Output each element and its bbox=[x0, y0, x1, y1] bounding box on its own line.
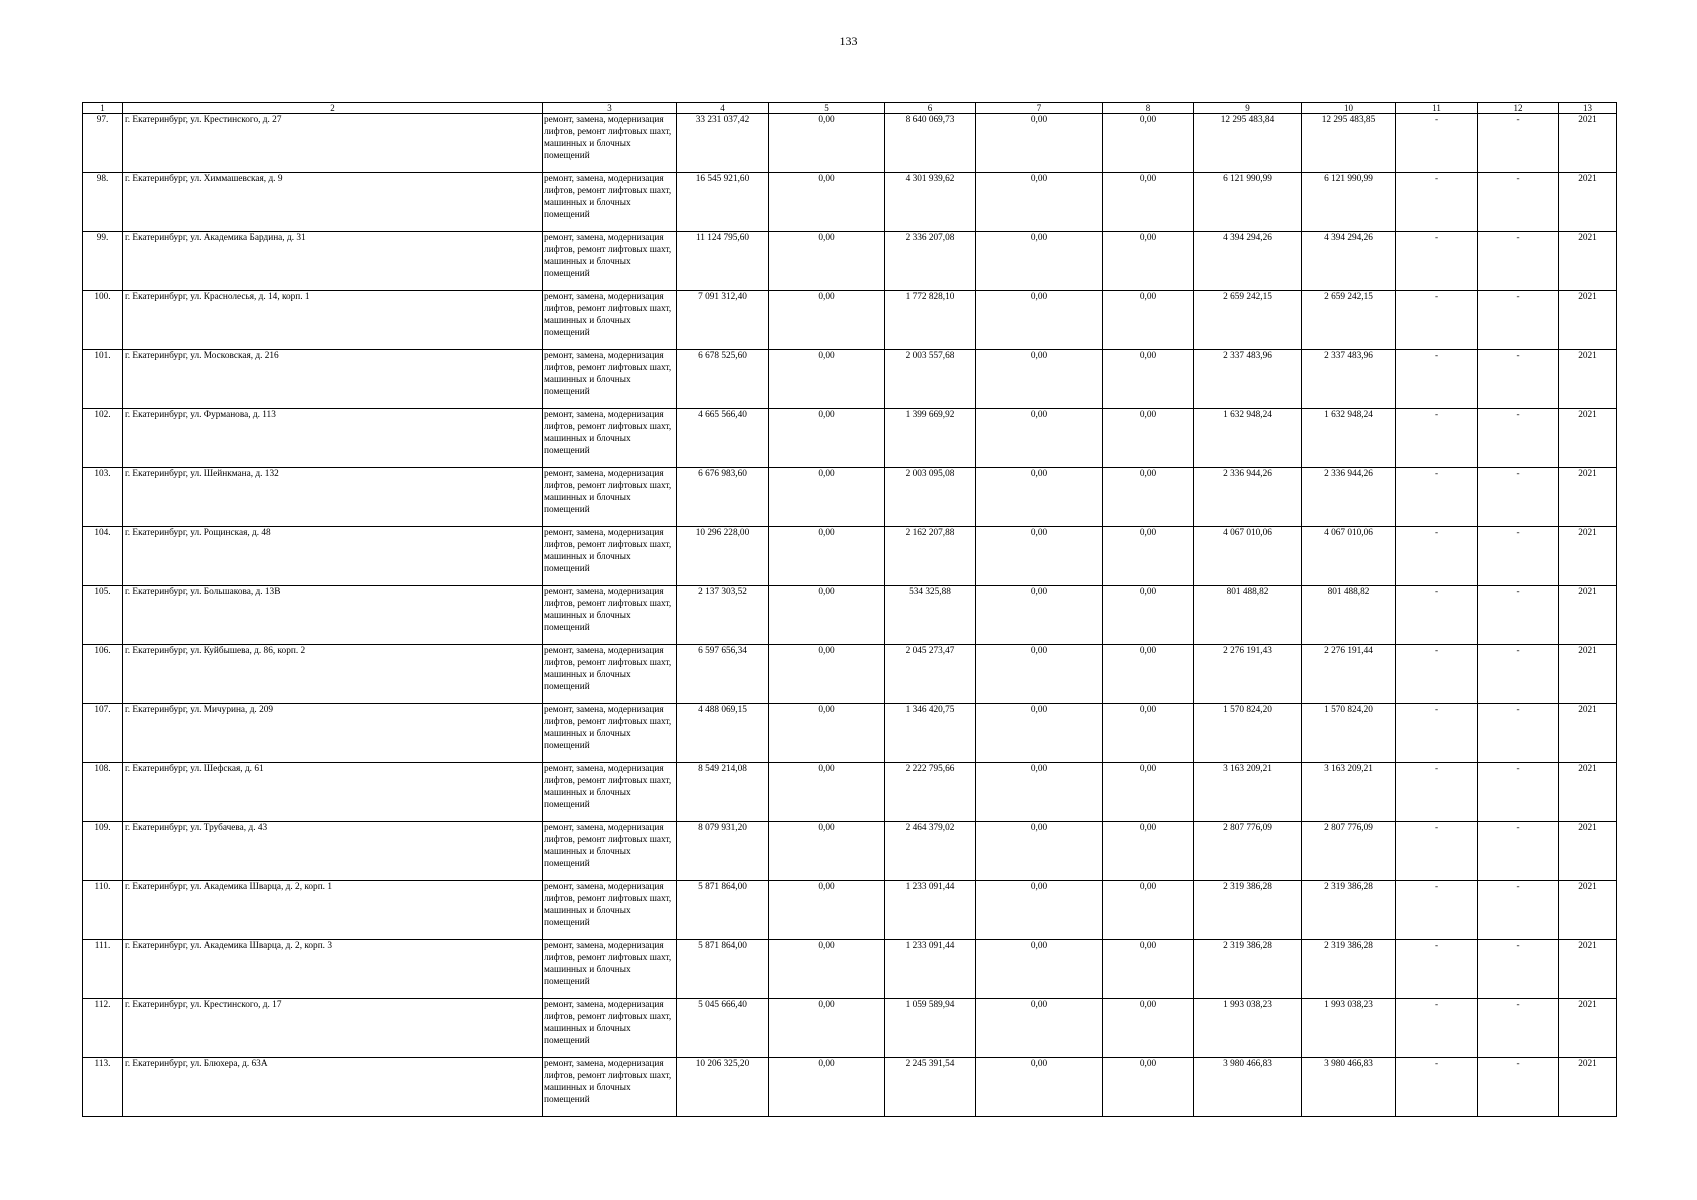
col7-value-cell: 0,00 bbox=[976, 527, 1103, 586]
col7-value-cell: 0,00 bbox=[976, 291, 1103, 350]
col6-value-cell: 2 162 207,88 bbox=[885, 527, 976, 586]
address-cell: г. Екатеринбург, ул. Мичурина, д. 209 bbox=[123, 704, 543, 763]
work-type-cell: ремонт, замена, модернизация лифтов, ремонт лифтовых шахт, машинных и блочных помещений bbox=[543, 232, 677, 291]
col11-value-cell: - bbox=[1396, 645, 1478, 704]
col12-value-cell: - bbox=[1478, 409, 1559, 468]
row-number-cell: 108. bbox=[83, 763, 123, 822]
row-number-cell: 98. bbox=[83, 173, 123, 232]
column-header: 12 bbox=[1478, 103, 1559, 114]
col6-value-cell: 1 059 589,94 bbox=[885, 999, 976, 1058]
col6-value-cell: 1 399 669,92 bbox=[885, 409, 976, 468]
col6-value-cell: 4 301 939,62 bbox=[885, 173, 976, 232]
row-number-cell: 113. bbox=[83, 1058, 123, 1117]
col10-value-cell: 2 659 242,15 bbox=[1302, 291, 1396, 350]
col12-value-cell: - bbox=[1478, 940, 1559, 999]
address-cell: г. Екатеринбург, ул. Куйбышева, д. 86, корп. 2 bbox=[123, 645, 543, 704]
row-number-cell: 107. bbox=[83, 704, 123, 763]
col8-value-cell: 0,00 bbox=[1103, 114, 1194, 173]
row-number-cell: 110. bbox=[83, 881, 123, 940]
col10-value-cell: 2 319 386,28 bbox=[1302, 881, 1396, 940]
col10-value-cell: 4 394 294,26 bbox=[1302, 232, 1396, 291]
col5-value-cell: 0,00 bbox=[769, 291, 885, 350]
year-cell: 2021 bbox=[1559, 1058, 1617, 1117]
total-cost-cell: 4 665 566,40 bbox=[677, 409, 769, 468]
col5-value-cell: 0,00 bbox=[769, 527, 885, 586]
col10-value-cell: 4 067 010,06 bbox=[1302, 527, 1396, 586]
work-type-cell: ремонт, замена, модернизация лифтов, ремонт лифтовых шахт, машинных и блочных помещений bbox=[543, 1058, 677, 1117]
col12-value-cell: - bbox=[1478, 291, 1559, 350]
col11-value-cell: - bbox=[1396, 409, 1478, 468]
year-cell: 2021 bbox=[1559, 586, 1617, 645]
col6-value-cell: 2 222 795,66 bbox=[885, 763, 976, 822]
col8-value-cell: 0,00 bbox=[1103, 291, 1194, 350]
col12-value-cell: - bbox=[1478, 881, 1559, 940]
col5-value-cell: 0,00 bbox=[769, 1058, 885, 1117]
col5-value-cell: 0,00 bbox=[769, 940, 885, 999]
col11-value-cell: - bbox=[1396, 940, 1478, 999]
table-row bbox=[83, 645, 1617, 704]
col12-value-cell: - bbox=[1478, 999, 1559, 1058]
col7-value-cell: 0,00 bbox=[976, 645, 1103, 704]
col9-value-cell: 801 488,82 bbox=[1194, 586, 1302, 645]
row-number-cell: 105. bbox=[83, 586, 123, 645]
total-cost-cell: 4 488 069,15 bbox=[677, 704, 769, 763]
address-cell: г. Екатеринбург, ул. Московская, д. 216 bbox=[123, 350, 543, 409]
col5-value-cell: 0,00 bbox=[769, 232, 885, 291]
year-cell: 2021 bbox=[1559, 291, 1617, 350]
col12-value-cell: - bbox=[1478, 763, 1559, 822]
col6-value-cell: 1 233 091,44 bbox=[885, 881, 976, 940]
year-cell: 2021 bbox=[1559, 114, 1617, 173]
col9-value-cell: 3 163 209,21 bbox=[1194, 763, 1302, 822]
row-number-cell: 111. bbox=[83, 940, 123, 999]
col11-value-cell: - bbox=[1396, 173, 1478, 232]
col7-value-cell: 0,00 bbox=[976, 704, 1103, 763]
total-cost-cell: 7 091 312,40 bbox=[677, 291, 769, 350]
col9-value-cell: 2 319 386,28 bbox=[1194, 940, 1302, 999]
total-cost-cell: 10 206 325,20 bbox=[677, 1058, 769, 1117]
col6-value-cell: 2 003 557,68 bbox=[885, 350, 976, 409]
table-row bbox=[83, 881, 1617, 940]
col5-value-cell: 0,00 bbox=[769, 999, 885, 1058]
column-header: 3 bbox=[543, 103, 677, 114]
column-header: 7 bbox=[976, 103, 1103, 114]
col6-value-cell: 2 003 095,08 bbox=[885, 468, 976, 527]
col10-value-cell: 2 319 386,28 bbox=[1302, 940, 1396, 999]
col9-value-cell: 1 632 948,24 bbox=[1194, 409, 1302, 468]
col7-value-cell: 0,00 bbox=[976, 881, 1103, 940]
col11-value-cell: - bbox=[1396, 114, 1478, 173]
col11-value-cell: - bbox=[1396, 232, 1478, 291]
col7-value-cell: 0,00 bbox=[976, 1058, 1103, 1117]
row-number-cell: 109. bbox=[83, 822, 123, 881]
col10-value-cell: 2 276 191,44 bbox=[1302, 645, 1396, 704]
total-cost-cell: 33 231 037,42 bbox=[677, 114, 769, 173]
col10-value-cell: 1 632 948,24 bbox=[1302, 409, 1396, 468]
address-cell: г. Екатеринбург, ул. Крестинского, д. 27 bbox=[123, 114, 543, 173]
col8-value-cell: 0,00 bbox=[1103, 173, 1194, 232]
table-row bbox=[83, 1058, 1617, 1117]
column-header: 13 bbox=[1559, 103, 1617, 114]
column-header: 2 bbox=[123, 103, 543, 114]
col5-value-cell: 0,00 bbox=[769, 468, 885, 527]
year-cell: 2021 bbox=[1559, 999, 1617, 1058]
col10-value-cell: 3 980 466,83 bbox=[1302, 1058, 1396, 1117]
column-header: 5 bbox=[769, 103, 885, 114]
col9-value-cell: 2 276 191,43 bbox=[1194, 645, 1302, 704]
col9-value-cell: 2 807 776,09 bbox=[1194, 822, 1302, 881]
row-number-cell: 104. bbox=[83, 527, 123, 586]
col5-value-cell: 0,00 bbox=[769, 704, 885, 763]
total-cost-cell: 5 871 864,00 bbox=[677, 940, 769, 999]
total-cost-cell: 11 124 795,60 bbox=[677, 232, 769, 291]
table-row bbox=[83, 527, 1617, 586]
col7-value-cell: 0,00 bbox=[976, 822, 1103, 881]
col6-value-cell: 2 464 379,02 bbox=[885, 822, 976, 881]
address-cell: г. Екатеринбург, ул. Академика Бардина, д. 31 bbox=[123, 232, 543, 291]
table-row bbox=[83, 763, 1617, 822]
work-type-cell: ремонт, замена, модернизация лифтов, ремонт лифтовых шахт, машинных и блочных помещений bbox=[543, 409, 677, 468]
column-header: 6 bbox=[885, 103, 976, 114]
col5-value-cell: 0,00 bbox=[769, 881, 885, 940]
col10-value-cell: 2 337 483,96 bbox=[1302, 350, 1396, 409]
address-cell: г. Екатеринбург, ул. Шефская, д. 61 bbox=[123, 763, 543, 822]
col10-value-cell: 12 295 483,85 bbox=[1302, 114, 1396, 173]
year-cell: 2021 bbox=[1559, 173, 1617, 232]
col8-value-cell: 0,00 bbox=[1103, 999, 1194, 1058]
col8-value-cell: 0,00 bbox=[1103, 940, 1194, 999]
total-cost-cell: 8 079 931,20 bbox=[677, 822, 769, 881]
col9-value-cell: 1 570 824,20 bbox=[1194, 704, 1302, 763]
col10-value-cell: 801 488,82 bbox=[1302, 586, 1396, 645]
col12-value-cell: - bbox=[1478, 1058, 1559, 1117]
year-cell: 2021 bbox=[1559, 468, 1617, 527]
work-type-cell: ремонт, замена, модернизация лифтов, ремонт лифтовых шахт, машинных и блочных помещений bbox=[543, 704, 677, 763]
col6-value-cell: 2 245 391,54 bbox=[885, 1058, 976, 1117]
column-header: 10 bbox=[1302, 103, 1396, 114]
col9-value-cell: 2 319 386,28 bbox=[1194, 881, 1302, 940]
col8-value-cell: 0,00 bbox=[1103, 527, 1194, 586]
table-row bbox=[83, 291, 1617, 350]
col5-value-cell: 0,00 bbox=[769, 173, 885, 232]
row-number-cell: 103. bbox=[83, 468, 123, 527]
table-row bbox=[83, 704, 1617, 763]
col9-value-cell: 2 659 242,15 bbox=[1194, 291, 1302, 350]
address-cell: г. Екатеринбург, ул. Шейнкмана, д. 132 bbox=[123, 468, 543, 527]
col11-value-cell: - bbox=[1396, 704, 1478, 763]
year-cell: 2021 bbox=[1559, 409, 1617, 468]
col12-value-cell: - bbox=[1478, 114, 1559, 173]
total-cost-cell: 6 597 656,34 bbox=[677, 645, 769, 704]
work-type-cell: ремонт, замена, модернизация лифтов, ремонт лифтовых шахт, машинных и блочных помещений bbox=[543, 999, 677, 1058]
year-cell: 2021 bbox=[1559, 645, 1617, 704]
table-row bbox=[83, 468, 1617, 527]
col7-value-cell: 0,00 bbox=[976, 586, 1103, 645]
col6-value-cell: 2 336 207,08 bbox=[885, 232, 976, 291]
table-row bbox=[83, 586, 1617, 645]
col11-value-cell: - bbox=[1396, 763, 1478, 822]
table-row bbox=[83, 822, 1617, 881]
col10-value-cell: 2 336 944,26 bbox=[1302, 468, 1396, 527]
total-cost-cell: 2 137 303,52 bbox=[677, 586, 769, 645]
table-row bbox=[83, 232, 1617, 291]
address-cell: г. Екатеринбург, ул. Академика Шварца, д. 2, корп. 3 bbox=[123, 940, 543, 999]
address-cell: г. Екатеринбург, ул. Краснолесья, д. 14, корп. 1 bbox=[123, 291, 543, 350]
row-number-cell: 106. bbox=[83, 645, 123, 704]
repair-schedule-table bbox=[82, 102, 1617, 1117]
table-row bbox=[83, 940, 1617, 999]
col12-value-cell: - bbox=[1478, 232, 1559, 291]
address-cell: г. Екатеринбург, ул. Большакова, д. 13В bbox=[123, 586, 543, 645]
col8-value-cell: 0,00 bbox=[1103, 409, 1194, 468]
row-number-cell: 101. bbox=[83, 350, 123, 409]
col5-value-cell: 0,00 bbox=[769, 763, 885, 822]
work-type-cell: ремонт, замена, модернизация лифтов, ремонт лифтовых шахт, машинных и блочных помещений bbox=[543, 350, 677, 409]
total-cost-cell: 5 045 666,40 bbox=[677, 999, 769, 1058]
work-type-cell: ремонт, замена, модернизация лифтов, ремонт лифтовых шахт, машинных и блочных помещений bbox=[543, 291, 677, 350]
col7-value-cell: 0,00 bbox=[976, 940, 1103, 999]
col9-value-cell: 3 980 466,83 bbox=[1194, 1058, 1302, 1117]
col5-value-cell: 0,00 bbox=[769, 114, 885, 173]
col11-value-cell: - bbox=[1396, 1058, 1478, 1117]
row-number-cell: 97. bbox=[83, 114, 123, 173]
col6-value-cell: 1 233 091,44 bbox=[885, 940, 976, 999]
col5-value-cell: 0,00 bbox=[769, 350, 885, 409]
col12-value-cell: - bbox=[1478, 468, 1559, 527]
column-header: 1 bbox=[83, 103, 123, 114]
total-cost-cell: 16 545 921,60 bbox=[677, 173, 769, 232]
col8-value-cell: 0,00 bbox=[1103, 645, 1194, 704]
year-cell: 2021 bbox=[1559, 232, 1617, 291]
row-number-cell: 99. bbox=[83, 232, 123, 291]
col12-value-cell: - bbox=[1478, 822, 1559, 881]
col9-value-cell: 6 121 990,99 bbox=[1194, 173, 1302, 232]
col8-value-cell: 0,00 bbox=[1103, 232, 1194, 291]
row-number-cell: 102. bbox=[83, 409, 123, 468]
col7-value-cell: 0,00 bbox=[976, 350, 1103, 409]
col11-value-cell: - bbox=[1396, 527, 1478, 586]
col11-value-cell: - bbox=[1396, 822, 1478, 881]
column-header: 11 bbox=[1396, 103, 1478, 114]
col9-value-cell: 4 067 010,06 bbox=[1194, 527, 1302, 586]
col5-value-cell: 0,00 bbox=[769, 822, 885, 881]
col11-value-cell: - bbox=[1396, 586, 1478, 645]
work-type-cell: ремонт, замена, модернизация лифтов, ремонт лифтовых шахт, машинных и блочных помещений bbox=[543, 822, 677, 881]
year-cell: 2021 bbox=[1559, 763, 1617, 822]
year-cell: 2021 bbox=[1559, 704, 1617, 763]
col6-value-cell: 1 772 828,10 bbox=[885, 291, 976, 350]
column-header: 9 bbox=[1194, 103, 1302, 114]
address-cell: г. Екатеринбург, ул. Рощинская, д. 48 bbox=[123, 527, 543, 586]
col6-value-cell: 2 045 273,47 bbox=[885, 645, 976, 704]
year-cell: 2021 bbox=[1559, 350, 1617, 409]
table-row bbox=[83, 409, 1617, 468]
work-type-cell: ремонт, замена, модернизация лифтов, ремонт лифтовых шахт, машинных и блочных помещений bbox=[543, 527, 677, 586]
address-cell: г. Екатеринбург, ул. Крестинского, д. 17 bbox=[123, 999, 543, 1058]
col6-value-cell: 8 640 069,73 bbox=[885, 114, 976, 173]
col10-value-cell: 3 163 209,21 bbox=[1302, 763, 1396, 822]
row-number-cell: 112. bbox=[83, 999, 123, 1058]
col9-value-cell: 1 993 038,23 bbox=[1194, 999, 1302, 1058]
page-number: 133 bbox=[839, 34, 858, 48]
col10-value-cell: 1 993 038,23 bbox=[1302, 999, 1396, 1058]
table-row bbox=[83, 114, 1617, 173]
total-cost-cell: 10 296 228,00 bbox=[677, 527, 769, 586]
work-type-cell: ремонт, замена, модернизация лифтов, ремонт лифтовых шахт, машинных и блочных помещений bbox=[543, 763, 677, 822]
col5-value-cell: 0,00 bbox=[769, 409, 885, 468]
col8-value-cell: 0,00 bbox=[1103, 586, 1194, 645]
column-header: 4 bbox=[677, 103, 769, 114]
col8-value-cell: 0,00 bbox=[1103, 704, 1194, 763]
col7-value-cell: 0,00 bbox=[976, 232, 1103, 291]
work-type-cell: ремонт, замена, модернизация лифтов, ремонт лифтовых шахт, машинных и блочных помещений bbox=[543, 114, 677, 173]
col12-value-cell: - bbox=[1478, 350, 1559, 409]
col12-value-cell: - bbox=[1478, 527, 1559, 586]
table-row bbox=[83, 173, 1617, 232]
col11-value-cell: - bbox=[1396, 999, 1478, 1058]
work-type-cell: ремонт, замена, модернизация лифтов, ремонт лифтовых шахт, машинных и блочных помещений bbox=[543, 468, 677, 527]
col8-value-cell: 0,00 bbox=[1103, 350, 1194, 409]
col7-value-cell: 0,00 bbox=[976, 409, 1103, 468]
total-cost-cell: 8 549 214,08 bbox=[677, 763, 769, 822]
column-number-header bbox=[83, 103, 1617, 114]
col7-value-cell: 0,00 bbox=[976, 999, 1103, 1058]
address-cell: г. Екатеринбург, ул. Трубачева, д. 43 bbox=[123, 822, 543, 881]
col8-value-cell: 0,00 bbox=[1103, 468, 1194, 527]
col10-value-cell: 6 121 990,99 bbox=[1302, 173, 1396, 232]
col8-value-cell: 0,00 bbox=[1103, 822, 1194, 881]
col10-value-cell: 1 570 824,20 bbox=[1302, 704, 1396, 763]
total-cost-cell: 6 676 983,60 bbox=[677, 468, 769, 527]
col8-value-cell: 0,00 bbox=[1103, 1058, 1194, 1117]
work-type-cell: ремонт, замена, модернизация лифтов, ремонт лифтовых шахт, машинных и блочных помещений bbox=[543, 881, 677, 940]
col7-value-cell: 0,00 bbox=[976, 468, 1103, 527]
address-cell: г. Екатеринбург, ул. Блюхера, д. 63А bbox=[123, 1058, 543, 1117]
col6-value-cell: 1 346 420,75 bbox=[885, 704, 976, 763]
table-row bbox=[83, 999, 1617, 1058]
col12-value-cell: - bbox=[1478, 645, 1559, 704]
col9-value-cell: 2 336 944,26 bbox=[1194, 468, 1302, 527]
col12-value-cell: - bbox=[1478, 704, 1559, 763]
address-cell: г. Екатеринбург, ул. Химмашевская, д. 9 bbox=[123, 173, 543, 232]
work-type-cell: ремонт, замена, модернизация лифтов, ремонт лифтовых шахт, машинных и блочных помещений bbox=[543, 173, 677, 232]
work-type-cell: ремонт, замена, модернизация лифтов, ремонт лифтовых шахт, машинных и блочных помещений bbox=[543, 586, 677, 645]
year-cell: 2021 bbox=[1559, 822, 1617, 881]
col8-value-cell: 0,00 bbox=[1103, 763, 1194, 822]
col11-value-cell: - bbox=[1396, 291, 1478, 350]
address-cell: г. Екатеринбург, ул. Академика Шварца, д. 2, корп. 1 bbox=[123, 881, 543, 940]
col11-value-cell: - bbox=[1396, 468, 1478, 527]
col6-value-cell: 534 325,88 bbox=[885, 586, 976, 645]
col5-value-cell: 0,00 bbox=[769, 645, 885, 704]
col11-value-cell: - bbox=[1396, 881, 1478, 940]
year-cell: 2021 bbox=[1559, 940, 1617, 999]
work-type-cell: ремонт, замена, модернизация лифтов, ремонт лифтовых шахт, машинных и блочных помещений bbox=[543, 645, 677, 704]
col7-value-cell: 0,00 bbox=[976, 173, 1103, 232]
col5-value-cell: 0,00 bbox=[769, 586, 885, 645]
col11-value-cell: - bbox=[1396, 350, 1478, 409]
address-cell: г. Екатеринбург, ул. Фурманова, д. 113 bbox=[123, 409, 543, 468]
row-number-cell: 100. bbox=[83, 291, 123, 350]
work-type-cell: ремонт, замена, модернизация лифтов, ремонт лифтовых шахт, машинных и блочных помещений bbox=[543, 940, 677, 999]
col12-value-cell: - bbox=[1478, 173, 1559, 232]
table-row bbox=[83, 350, 1617, 409]
column-header: 8 bbox=[1103, 103, 1194, 114]
year-cell: 2021 bbox=[1559, 881, 1617, 940]
col9-value-cell: 2 337 483,96 bbox=[1194, 350, 1302, 409]
year-cell: 2021 bbox=[1559, 527, 1617, 586]
col7-value-cell: 0,00 bbox=[976, 114, 1103, 173]
col8-value-cell: 0,00 bbox=[1103, 881, 1194, 940]
total-cost-cell: 5 871 864,00 bbox=[677, 881, 769, 940]
col9-value-cell: 4 394 294,26 bbox=[1194, 232, 1302, 291]
total-cost-cell: 6 678 525,60 bbox=[677, 350, 769, 409]
col10-value-cell: 2 807 776,09 bbox=[1302, 822, 1396, 881]
col7-value-cell: 0,00 bbox=[976, 763, 1103, 822]
col12-value-cell: - bbox=[1478, 586, 1559, 645]
col9-value-cell: 12 295 483,84 bbox=[1194, 114, 1302, 173]
